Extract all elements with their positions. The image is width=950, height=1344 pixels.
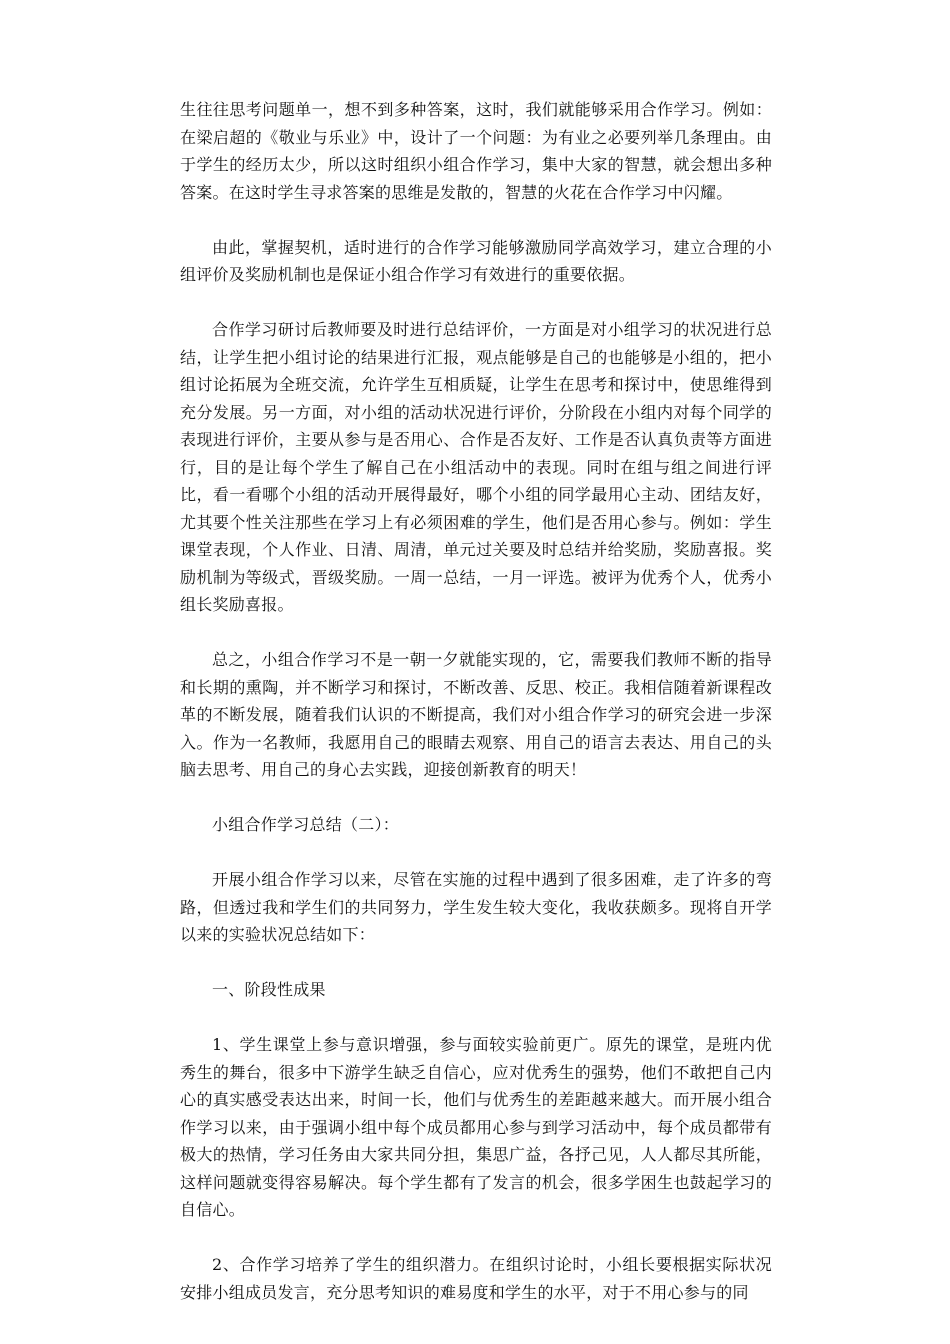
paragraph-gap: [180, 206, 772, 234]
paragraph-gap: [180, 839, 772, 867]
paragraph-gap: [180, 1004, 772, 1032]
subsection-heading: 一、阶段性成果: [212, 980, 326, 999]
section-title: 小组合作学习总结（二）：: [212, 815, 400, 834]
document-page: [180, 96, 772, 1306]
paragraph-point-1: 1、学生课堂上参与意识增强，参与面较实验前更广。原先的课堂，是班内优秀生的舞台，很多中下游学生缺乏自信心，应对优秀生的强势，他们不敢把自己内心的真实感受表达出来，时间一长，他们与优秀生的差距越来越大。而开展小组合作学习以来，由于强调小组中每个成员都用心参与到学习活动中，每个成员都带有极大的热情，学习任务由大家共同分担，集思广益，各抒己见，人人都尽其所能，这样问题就变得容易解决。每个学生都有了发言的机会，很多学困生也鼓起学习的自信心。: [180, 1035, 772, 1219]
paragraph-point-2: 2、合作学习培养了学生的组织潜力。在组织讨论时，小组长要根据实际状况安排小组成员发言，充分思考知识的难易度和学生的水平，对于不用心参与的同: [180, 1255, 772, 1302]
paragraph-opportunity: 由此，掌握契机，适时进行的合作学习能够激励同学高效学习，建立合理的小组评价及奖励机制也是保证小组合作学习有效进行的重要依据。: [180, 237, 772, 284]
paragraph-gap: [180, 949, 772, 977]
paragraph-gap: [180, 784, 772, 812]
paragraph-gap: [180, 289, 772, 317]
paragraph-gap: [180, 1224, 772, 1252]
paragraph-gap: [180, 619, 772, 647]
paragraph-conclusion: 总之，小组合作学习不是一朝一夕就能实现的，它，需要我们教师不断的指导和长期的熏陶，并不断学习和探讨，不断改善、反思、校正。我相信随着新课程改革的不断发展，随着我们认识的不断提高，我们对小组合作学习的研究会进一步深入。作为一名教师，我愿用自己的眼睛去观察、用自己的语言去表达、用自己的头脑去思考、用自己的身心去实践，迎接创新教育的明天！: [180, 650, 772, 779]
paragraph-intro: 生往往思考问题单一，想不到多种答案，这时，我们就能够采用合作学习。例如：在梁启超的《敬业与乐业》中，设计了一个问题：为有业之必要列举几条理由。由于学生的经历太少，所以这时组织小组合作学习，集中大家的智慧，就会想出多种答案。在这时学生寻求答案的思维是发散的，智慧的火花在合作学习中闪耀。: [180, 100, 772, 202]
paragraph-evaluation: 合作学习研讨后教师要及时进行总结评价，一方面是对小组学习的状况进行总结，让学生把小组讨论的结果进行汇报，观点能够是自己的也能够是小组的，把小组讨论拓展为全班交流，允许学生互相质疑，让学生在思考和探讨中，使思维得到充分发展。另一方面，对小组的活动状况进行评价，分阶段在小组内对每个同学的表现进行评价，主要从参与是否用心、合作是否友好、工作是否认真负责等方面进行，目的是让每个学生了解自己在小组活动中的表现。同时在组与组之间进行评比，看一看哪个小组的活动开展得最好，哪个小组的同学最用心主动、团结友好，尤其要个性关注那些在学习上有必须困难的学生，他们是否用心参与。例如：学生课堂表现，个人作业、日清、周清，单元过关要及时总结并给奖励，奖励喜报。奖励机制为等级式，晋级奖励。一周一总结，一月一评选。被评为优秀个人，优秀小组长奖励喜报。: [180, 320, 772, 614]
paragraph-summary-intro: 开展小组合作学习以来，尽管在实施的过程中遇到了很多困难，走了许多的弯路，但透过我和学生们的共同努力，学生发生较大变化，我收获颇多。现将自开学以来的实验状况总结如下：: [180, 870, 772, 944]
